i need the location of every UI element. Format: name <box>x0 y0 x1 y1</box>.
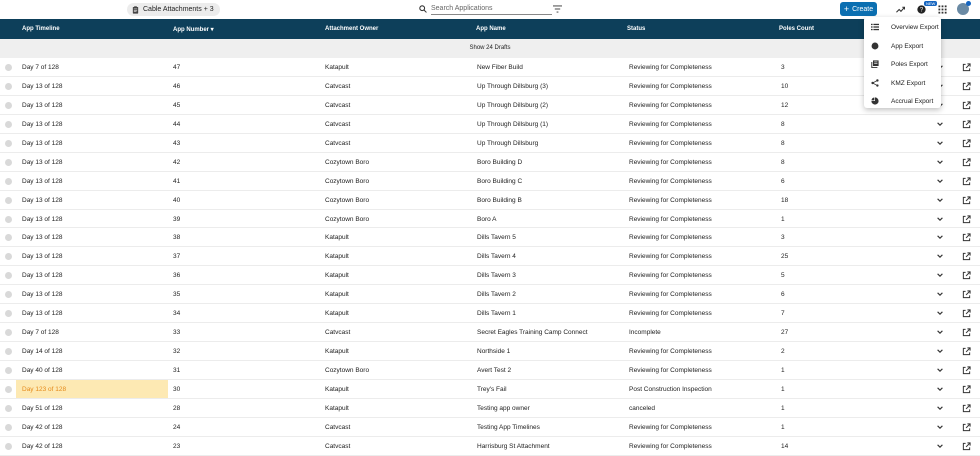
chevron-down-icon[interactable] <box>936 252 944 260</box>
cell-status: Post Construction Inspection <box>629 385 712 393</box>
chevron-down-icon[interactable] <box>936 328 944 336</box>
cell-app-number: 41 <box>173 177 181 185</box>
open-external-icon[interactable] <box>962 177 971 186</box>
table-row[interactable] <box>0 418 980 437</box>
cell-status: Reviewing for Completeness <box>629 348 712 356</box>
row-status-dot[interactable] <box>5 197 12 204</box>
table-row[interactable] <box>0 247 980 266</box>
open-external-icon[interactable] <box>962 271 971 280</box>
table-row[interactable] <box>0 399 980 418</box>
filter-icon[interactable] <box>553 5 562 13</box>
chevron-down-icon[interactable] <box>936 385 944 393</box>
chevron-down-icon[interactable] <box>936 120 944 128</box>
open-external-icon[interactable] <box>962 252 971 261</box>
cell-status: Reviewing for Completeness <box>629 64 712 71</box>
cell-app-timeline: Day 7 of 128 <box>22 329 59 337</box>
cell-app-name: Testing App Timelines <box>477 423 540 431</box>
table-row[interactable] <box>0 58 980 77</box>
cell-attachment-owner: Katapult <box>325 291 349 299</box>
cell-status: Reviewing for Completeness <box>629 120 712 128</box>
row-status-dot[interactable] <box>5 443 12 450</box>
cell-app-timeline: Day 14 of 128 <box>22 348 63 356</box>
cell-app-timeline: Day 13 of 128 <box>22 196 63 204</box>
cell-app-name: Harrisburg St Attachment <box>477 442 550 450</box>
cell-app-number: 40 <box>173 196 181 204</box>
row-status-dot[interactable] <box>5 367 12 374</box>
create-label: Create <box>852 5 874 13</box>
cell-poles-count: 1 <box>781 423 785 431</box>
cell-app-name: Boro Building C <box>477 177 523 185</box>
table-header <box>0 19 980 39</box>
notification-dot <box>966 1 971 6</box>
cell-status: Reviewing for Completeness <box>629 310 712 318</box>
cell-app-name: Dills Tavern 3 <box>477 272 516 280</box>
table-row[interactable] <box>0 342 980 361</box>
cell-attachment-owner: Katapult <box>325 253 349 261</box>
row-status-dot[interactable] <box>5 102 12 109</box>
chevron-down-icon[interactable] <box>936 271 944 279</box>
cell-status: Reviewing for Completeness <box>629 196 712 204</box>
open-external-icon[interactable] <box>962 101 971 110</box>
new-badge: NEW <box>926 1 936 6</box>
cell-app-number: 34 <box>173 310 181 318</box>
svg-text:?: ? <box>919 6 924 14</box>
cell-poles-count: 1 <box>781 385 785 393</box>
cell-app-timeline: Day 13 of 128 <box>22 82 63 90</box>
plus-icon: + <box>843 3 850 14</box>
row-status-dot[interactable] <box>5 234 12 241</box>
cell-app-name: Secret Eagles Training Camp Connect <box>477 329 588 337</box>
table-row[interactable] <box>0 172 980 191</box>
cell-app-timeline: Day 42 of 128 <box>22 423 63 431</box>
row-status-dot[interactable] <box>5 405 12 412</box>
chevron-down-icon[interactable] <box>936 404 944 412</box>
open-external-icon[interactable] <box>962 215 971 224</box>
cell-attachment-owner: Cozytown Boro <box>325 215 370 223</box>
col-app-timeline[interactable]: App Timeline <box>22 26 60 32</box>
open-external-icon[interactable] <box>962 120 971 129</box>
cell-attachment-owner: Catvcast <box>325 442 351 450</box>
row-status-dot[interactable] <box>5 329 12 336</box>
menu-item-label: App Export <box>891 42 924 50</box>
open-external-icon[interactable] <box>962 309 971 318</box>
cell-app-number: 24 <box>173 423 181 431</box>
menu-item-label: Poles Export <box>891 61 928 68</box>
cell-attachment-owner: Cozytown Boro <box>325 177 370 185</box>
chevron-down-icon[interactable] <box>936 423 944 431</box>
cell-attachment-owner: Catvcast <box>325 139 351 147</box>
open-external-icon[interactable] <box>962 404 971 413</box>
cell-attachment-owner: Katapult <box>325 385 349 393</box>
project-filter-chip[interactable] <box>127 3 220 16</box>
open-external-icon[interactable] <box>962 139 971 148</box>
cell-poles-count: 3 <box>781 64 785 71</box>
chevron-down-icon[interactable] <box>936 366 944 374</box>
cell-attachment-owner: Catvcast <box>325 101 351 109</box>
col-status[interactable]: Status <box>627 26 646 32</box>
row-status-dot[interactable] <box>5 83 12 90</box>
cell-app-number: 46 <box>173 82 181 90</box>
menu-item-poles-export[interactable] <box>864 56 941 74</box>
menu-item-label: Accrual Export <box>891 98 934 105</box>
menu-item-label: Overview Export <box>891 24 939 31</box>
table-row[interactable] <box>0 437 980 456</box>
cell-app-name: Trey's Fail <box>477 385 507 393</box>
row-status-dot[interactable] <box>5 140 12 147</box>
cell-app-name: Testing app owner <box>477 404 530 412</box>
cell-poles-count: 1 <box>781 404 785 412</box>
open-external-icon[interactable] <box>962 423 971 432</box>
cell-app-number: 36 <box>173 272 181 280</box>
table-row[interactable] <box>0 77 980 96</box>
cell-poles-count: 27 <box>781 329 789 337</box>
cell-attachment-owner: Katapult <box>325 348 349 356</box>
chevron-down-icon[interactable] <box>936 290 944 298</box>
pie-chart-icon <box>871 97 879 105</box>
search-bar[interactable] <box>419 3 552 15</box>
cell-poles-count: 5 <box>781 272 785 280</box>
table-row[interactable] <box>0 361 980 380</box>
cell-app-number: 44 <box>173 120 181 128</box>
cell-app-name: Dills Tavern 4 <box>477 253 516 261</box>
row-status-dot[interactable] <box>5 348 12 355</box>
cell-status: Reviewing for Completeness <box>629 234 712 242</box>
cell-app-timeline: Day 13 of 128 <box>22 272 63 280</box>
cell-attachment-owner: Katapult <box>325 404 349 412</box>
cell-app-name: Boro Building D <box>477 158 523 166</box>
open-external-icon[interactable] <box>962 347 971 356</box>
cell-app-timeline: Day 13 of 128 <box>22 234 63 242</box>
cell-poles-count: 14 <box>781 442 789 450</box>
cell-app-name: Boro Building B <box>477 196 522 204</box>
cell-app-number: 33 <box>173 329 181 337</box>
cell-attachment-owner: Katapult <box>325 234 349 242</box>
trending-up-icon[interactable] <box>896 5 905 14</box>
cell-app-timeline: Day 40 of 128 <box>22 367 63 374</box>
cell-app-timeline: Day 42 of 128 <box>22 442 63 450</box>
cell-status: Reviewing for Completeness <box>629 442 712 450</box>
open-external-icon[interactable] <box>962 196 971 205</box>
chevron-down-icon[interactable] <box>936 347 944 355</box>
chevron-down-icon[interactable] <box>936 196 944 204</box>
chevron-down-icon[interactable] <box>936 309 944 317</box>
cell-app-timeline: Day 13 of 128 <box>22 139 63 147</box>
col-attachment-owner[interactable]: Attachment Owner <box>325 26 379 32</box>
cell-app-name: Dills Tavern 1 <box>477 310 516 318</box>
cell-app-name: New Fiber Build <box>477 64 523 71</box>
help-icon[interactable] <box>917 5 926 14</box>
cell-app-timeline: Day 123 of 128 <box>22 385 67 393</box>
cell-poles-count: 18 <box>781 196 789 204</box>
cell-poles-count: 10 <box>781 82 789 90</box>
cell-app-name: Dills Tavern 2 <box>477 291 516 299</box>
row-status-dot[interactable] <box>5 253 12 260</box>
cell-app-timeline: Day 13 of 128 <box>22 101 63 109</box>
open-external-icon[interactable] <box>962 442 971 451</box>
cell-poles-count: 6 <box>781 291 785 299</box>
chevron-down-icon[interactable] <box>936 139 944 147</box>
circle-icon <box>871 42 879 50</box>
cell-status: Reviewing for Completeness <box>629 291 712 299</box>
cell-app-name: Boro A <box>477 215 497 223</box>
col-app-number-label: App Number <box>173 27 209 33</box>
list-icon <box>871 23 879 31</box>
table-row[interactable] <box>0 115 980 134</box>
cell-app-name: Avert Test 2 <box>477 367 512 374</box>
row-status-dot[interactable] <box>5 159 12 166</box>
cell-poles-count: 1 <box>781 215 785 223</box>
open-external-icon[interactable] <box>962 290 971 299</box>
cell-app-number: 32 <box>173 348 181 356</box>
cell-status: Reviewing for Completeness <box>629 158 712 166</box>
cell-poles-count: 25 <box>781 253 789 261</box>
cell-app-number: 39 <box>173 215 181 223</box>
table-row[interactable] <box>0 285 980 304</box>
cell-poles-count: 8 <box>781 139 785 147</box>
row-status-dot[interactable] <box>5 424 12 431</box>
cell-attachment-owner: Cozytown Boro <box>325 367 370 374</box>
cell-app-timeline: Day 13 of 128 <box>22 253 63 261</box>
table-body <box>0 58 980 456</box>
cell-status: Incomplete <box>629 329 661 337</box>
cell-app-number: 47 <box>173 64 181 71</box>
row-status-dot[interactable] <box>5 310 12 317</box>
cell-poles-count: 3 <box>781 234 785 242</box>
cell-poles-count: 1 <box>781 367 785 374</box>
cell-app-timeline: Day 13 of 128 <box>22 215 63 223</box>
open-external-icon[interactable] <box>962 158 971 167</box>
row-status-dot[interactable] <box>5 386 12 393</box>
library-icon <box>871 60 879 68</box>
share-icon <box>871 79 879 87</box>
cell-status: Reviewing for Completeness <box>629 253 712 261</box>
cell-app-name: Up Through Dillsburg (1) <box>477 120 549 128</box>
cell-app-number: 43 <box>173 139 181 147</box>
apps-grid-icon[interactable] <box>938 5 947 14</box>
table-row[interactable] <box>0 191 980 210</box>
table-row[interactable] <box>0 380 980 399</box>
search-icon <box>419 5 427 13</box>
table-row[interactable] <box>0 228 980 247</box>
cell-app-timeline: Day 13 of 128 <box>22 310 63 318</box>
cell-app-name: Northside 1 <box>477 348 511 356</box>
cell-attachment-owner: Katapult <box>325 64 349 71</box>
menu-item-kmz-export[interactable] <box>864 75 941 93</box>
cell-app-name: Up Through Dillsburg (3) <box>477 82 549 90</box>
chevron-down-icon[interactable] <box>936 215 944 223</box>
cell-attachment-owner: Catvcast <box>325 329 351 337</box>
cell-attachment-owner: Catvcast <box>325 120 351 128</box>
cell-attachment-owner: Catvcast <box>325 82 351 90</box>
clipboard-icon <box>132 6 139 14</box>
cell-app-timeline: Day 7 of 128 <box>22 64 59 71</box>
row-status-dot[interactable] <box>5 178 12 185</box>
cell-app-number: 38 <box>173 234 181 242</box>
row-status-dot[interactable] <box>5 291 12 298</box>
table-row[interactable] <box>0 304 980 323</box>
cell-poles-count: 12 <box>781 101 789 109</box>
table-row[interactable] <box>0 323 980 342</box>
col-app-number[interactable] <box>173 26 214 33</box>
chevron-down-icon[interactable] <box>936 158 944 166</box>
cell-app-number: 37 <box>173 253 181 261</box>
cell-app-number: 42 <box>173 158 181 166</box>
menu-item-accrual-export[interactable] <box>864 93 941 111</box>
cell-app-number: 30 <box>173 385 181 393</box>
cell-status: Reviewing for Completeness <box>629 82 712 90</box>
col-app-name[interactable]: App Name <box>476 26 506 32</box>
row-status-dot[interactable] <box>5 216 12 223</box>
cell-app-timeline: Day 51 of 128 <box>22 404 63 412</box>
show-drafts-button[interactable]: Show 24 Drafts <box>0 39 980 58</box>
col-poles-count[interactable]: Poles Count <box>779 26 815 32</box>
menu-item-label: KMZ Export <box>891 79 926 87</box>
table-row[interactable] <box>0 153 980 172</box>
sort-down-icon: ▾ <box>210 27 214 33</box>
top-bar <box>0 0 980 19</box>
menu-item-app-export[interactable] <box>864 38 941 56</box>
cell-poles-count: 6 <box>781 177 785 185</box>
chevron-down-icon[interactable] <box>936 442 944 450</box>
cell-app-number: 35 <box>173 291 181 299</box>
cell-status: canceled <box>629 404 656 412</box>
cell-poles-count: 8 <box>781 158 785 166</box>
chevron-down-icon[interactable] <box>936 233 944 241</box>
cell-app-number: 28 <box>173 404 181 412</box>
table-row[interactable] <box>0 134 980 153</box>
cell-app-timeline: Day 13 of 128 <box>22 158 63 166</box>
cell-poles-count: 8 <box>781 120 785 128</box>
cell-status: Reviewing for Completeness <box>629 139 712 147</box>
chevron-down-icon[interactable] <box>936 177 944 185</box>
cell-app-timeline: Day 13 of 128 <box>22 177 63 185</box>
cell-attachment-owner: Cozytown Boro <box>325 158 370 166</box>
chip-label: Cable Attachments + 3 <box>143 6 214 13</box>
cell-app-number: 45 <box>173 101 181 109</box>
cell-app-name: Up Through Dillsburg <box>477 139 539 147</box>
cell-poles-count: 7 <box>781 310 785 318</box>
cell-app-timeline: Day 13 of 128 <box>22 120 63 128</box>
menu-item-overview-export[interactable] <box>864 19 941 37</box>
cell-attachment-owner: Cozytown Boro <box>325 196 370 204</box>
cell-status: Reviewing for Completeness <box>629 177 712 185</box>
search-input[interactable]: Search Applications <box>431 3 552 15</box>
row-status-dot[interactable] <box>5 121 12 128</box>
open-external-icon[interactable] <box>962 366 971 375</box>
cell-status: Reviewing for Completeness <box>629 367 712 374</box>
row-status-dot[interactable] <box>5 64 12 71</box>
cell-app-number: 23 <box>173 442 181 450</box>
row-status-dot[interactable] <box>5 272 12 279</box>
cell-attachment-owner: Katapult <box>325 272 349 280</box>
open-external-icon[interactable] <box>962 328 971 337</box>
open-external-icon[interactable] <box>962 82 971 91</box>
cell-attachment-owner: Catvcast <box>325 423 351 431</box>
cell-app-number: 31 <box>173 367 181 374</box>
cell-status: Reviewing for Completeness <box>629 215 712 223</box>
export-menu <box>864 17 941 108</box>
cell-status: Reviewing for Completeness <box>629 423 712 431</box>
table-row[interactable] <box>0 210 980 229</box>
create-button[interactable] <box>840 2 877 16</box>
table-row[interactable] <box>0 96 980 115</box>
cell-app-name: Up Through Dillsburg (2) <box>477 101 549 109</box>
open-external-icon[interactable] <box>962 233 971 242</box>
cell-attachment-owner: Katapult <box>325 310 349 318</box>
open-external-icon[interactable] <box>962 385 971 394</box>
open-external-icon[interactable] <box>962 63 971 72</box>
cell-status: Reviewing for Completeness <box>629 101 712 109</box>
cell-app-timeline: Day 13 of 128 <box>22 291 63 299</box>
cell-app-name: Dills Tavern 5 <box>477 234 516 242</box>
cell-status: Reviewing for Completeness <box>629 272 712 280</box>
table-row[interactable] <box>0 266 980 285</box>
cell-poles-count: 2 <box>781 348 785 356</box>
